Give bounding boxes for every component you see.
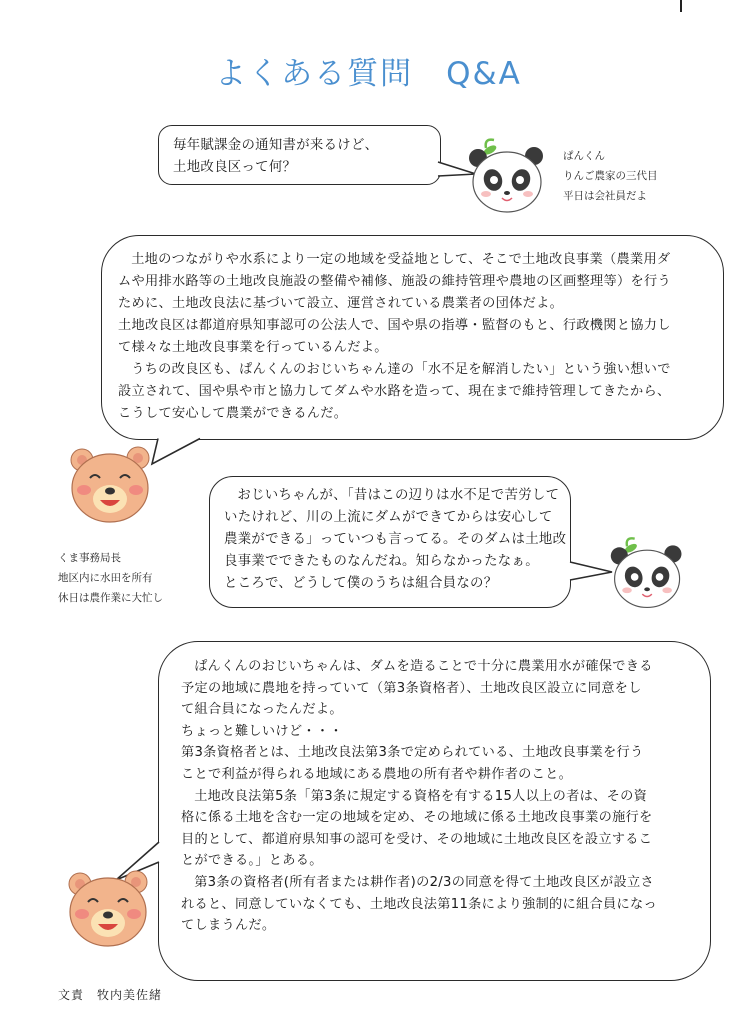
panda-character-illustration [464,138,554,218]
bubble-line: て組合員になったんだよ。 [181,702,343,718]
caption-line: 平日は会社員だよ [563,190,647,202]
bubble-line: とができる。」とある。 [181,853,323,869]
bubble-line: 第3条資格者とは、土地改良法第3条で定められている、土地改良事業を行う [181,745,644,761]
bubble-line: 土地改良法第5条「第3条に規定する資格を有する15人以上の者は、その資 [194,788,648,804]
bubble-line: ために、土地改良法に基づいて設立、運営されている農業者の団体だよ。 [118,296,564,311]
bubble-line: 第3条の資格者(所有者または耕作者)の2/3の同意を得て土地改良区が設立さ [194,874,655,890]
bubble-line: 予定の地域に農地を持っていて（第3条資格者）、土地改良区設立に同意をし [181,680,642,696]
caption-line: ぱんくん [563,150,605,162]
bubble-line: ちょっと難しいけど・・・ [181,723,343,739]
bubble-line: 農業ができる」っていつも言ってる。そのダムは土地改 [224,532,567,547]
bubble-line: 目的として、都道府県知事の認可を受け、その地域に土地改良区を設立するこ [181,831,653,847]
bubble-line: ムや用排水路等の土地改良施設の整備や補修、施設の維持管理や農地の区画整理等）を行う [118,274,671,289]
bubble-line: 設立されて、国や県や市と協力してダムや水路を造って、現在まで維持管理してきたから、 [118,384,671,399]
speech-bubble-panda-question [158,125,441,185]
author-credit: 文責 牧内美佐緒 [58,988,163,1002]
top-edge-rule [680,0,682,12]
caption-line: りんご農家の三代目 [563,170,658,182]
speech-bubble-bear-answer-2 [158,641,711,981]
bubble-line: 格に係る土地を含む一定の地域を定め、その地域に係る土地改良事業の施行を [181,810,653,826]
bubble-line: れると、同意していなくても、土地改良法第11条により強制的に組合員になっ [181,896,657,912]
caption-line: 休日は農作業に大忙し [58,592,163,604]
speech-bubble-panda-question-2 [209,476,571,608]
panda-caption [563,146,658,206]
bubble-line: ところで、どうして僕のうちは組合員なの？ [224,576,498,591]
bubble-line: 土地改良区は都道府県知事認可の公法人で、国や県の指導・監督のもと、行政機関と協力し [118,318,671,333]
bubble-line: こうして安心して農業ができるんだ。 [118,406,348,421]
speech-bubble-bear-answer-1 [101,235,724,440]
bubble-line: 土地改良区って何？ [173,160,297,175]
caption-line: 地区内に水田を所有 [58,572,153,584]
bubble-line: ことで利益が得られる地域にある農地の所有者や耕作者のこと。 [181,766,573,782]
bear-character-illustration-2 [64,868,154,950]
speech-bubble-tail [150,420,210,470]
bubble-line: おじいちゃんが、「昔はこの辺りは水不足で苦労して [237,488,560,503]
bubble-line: ぱんくんのおじいちゃんは、ダムを造ることで十分に農業用水が確保できる [194,659,653,674]
bubble-line: 土地のつながりや水系により一定の地域を受益地として、そこで土地改良事業（農業用ダ [131,252,671,267]
bubble-line: うちの改良区も、ぱんくんのおじいちゃん達の「水不足を解消したい」という強い想いで [131,362,671,377]
page-title: よくある質問 Q&A [215,56,522,92]
bear-caption [58,548,163,608]
bear-character-illustration [66,444,156,526]
bubble-line: 毎年賦課金の通知書が来るけど、 [173,138,379,153]
panda-character-illustration-2 [606,536,692,614]
bubble-line: いたけれど、川の上流にダムができてからは安心して [224,510,553,525]
bubble-line: てしまうんだ。 [181,918,276,934]
bubble-line: て様々な土地改良事業を行っているんだよ。 [118,340,388,355]
bubble-line: 良事業でできたものなんだね。知らなかったなぁ。 [224,554,539,569]
caption-line: くま事務局長 [58,552,121,564]
